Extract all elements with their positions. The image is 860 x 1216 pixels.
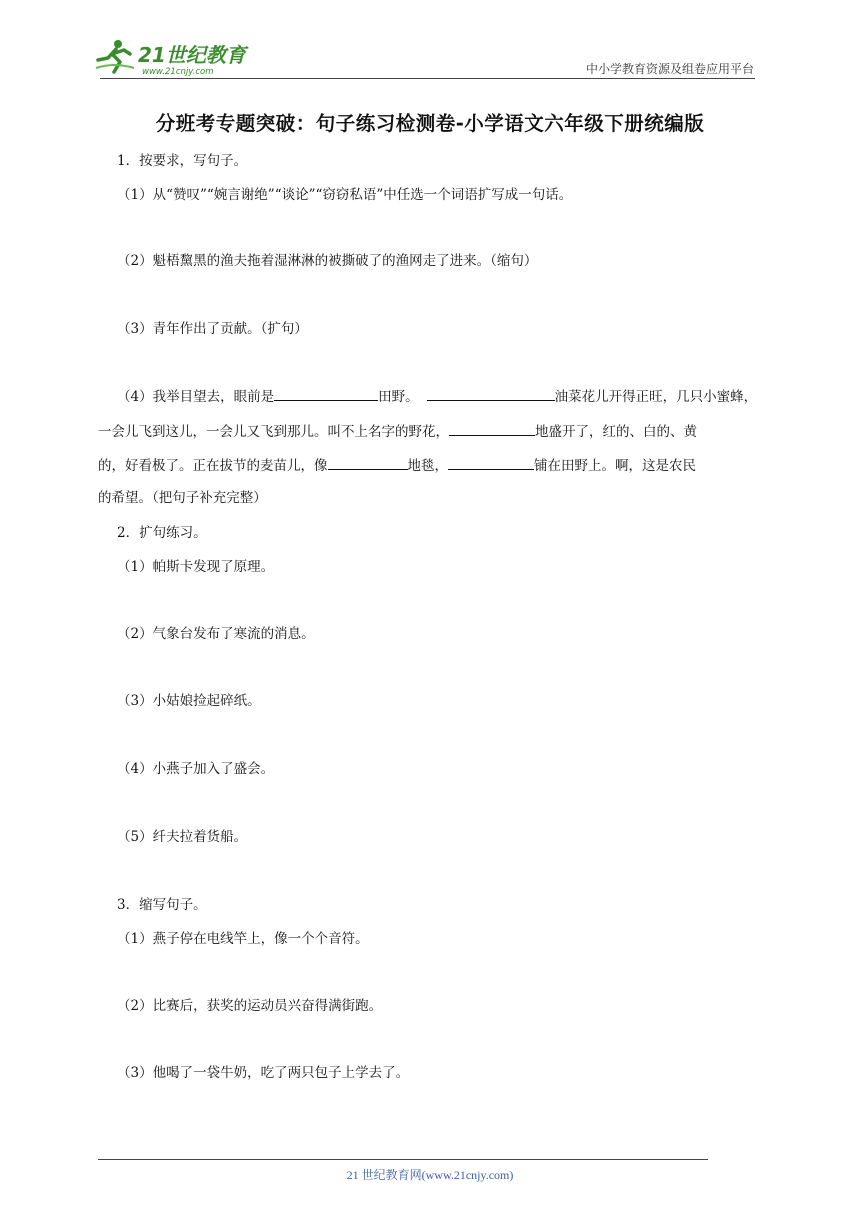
q1-sub4-text: （4）我举目望去，眼前是 xyxy=(117,389,275,405)
document-title: 分班考专题突破：句子练习检测卷-小学语文六年级下册统编版 xyxy=(155,112,705,135)
q2-item: （3）小姑娘捡起碎纸。 xyxy=(117,693,261,709)
q1-sub4-text: 油菜花儿开得正旺，几只小蜜蜂， xyxy=(554,389,758,405)
footer-divider xyxy=(98,1159,708,1160)
q1-sub4-text: 的，好看极了。正在拔节的麦苗儿，像 xyxy=(98,458,328,474)
footer-link[interactable]: 21 世纪教育网(www.21cnjy.com) xyxy=(346,1168,514,1182)
q1-sub4-line1 xyxy=(117,387,757,406)
header-divider xyxy=(100,78,755,79)
q2-heading: 2．扩句练习。 xyxy=(117,525,207,541)
q1-sub4-text: 田野。 xyxy=(378,389,419,405)
fill-blank[interactable] xyxy=(328,456,408,470)
q1-heading: 1．按要求，写句子。 xyxy=(117,153,248,169)
q2-item: （4）小燕子加入了盛会。 xyxy=(117,761,275,777)
fill-blank[interactable] xyxy=(274,387,378,401)
q1-sub4-text: 一会儿飞到这儿，一会儿又飞到那儿。叫不上名字的野花， xyxy=(98,424,449,440)
q3-item: （3）他喝了一袋牛奶，吃了两只包子上学去了。 xyxy=(117,1065,410,1081)
header-tagline: 中小学教育资源及组卷应用平台 xyxy=(585,62,754,76)
fill-blank[interactable] xyxy=(448,456,534,470)
fill-blank[interactable] xyxy=(449,422,535,436)
fill-blank[interactable] xyxy=(427,387,555,401)
q1-sub4-line4: 的希望。（把句子补充完整） xyxy=(98,490,267,506)
q1-sub1: （1）从“赞叹”“婉言谢绝”“谈论”“窃窃私语”中任选一个词语扩写成一句话。 xyxy=(117,187,573,203)
q1-sub3: （3）青年作出了贡献。（扩句） xyxy=(117,321,308,337)
q1-sub4-line2 xyxy=(98,422,697,441)
q1-sub4-text: 铺在田野上。啊，这是农民 xyxy=(534,458,696,474)
q1-sub4-line3 xyxy=(98,456,696,475)
q2-item: （2）气象台发布了寒流的消息。 xyxy=(117,626,315,642)
q1-sub2: （2）魁梧黧黑的渔夫拖着湿淋淋的被撕破了的渔网走了进来。（缩句） xyxy=(117,253,538,269)
logo-text: 21世纪教育 xyxy=(138,43,246,67)
q3-heading: 3．缩写句子。 xyxy=(117,897,207,913)
q1-sub4-text: 地毯， xyxy=(407,458,448,474)
q2-item: （1）帕斯卡发现了原理。 xyxy=(117,559,275,575)
q3-item: （2）比赛后，获奖的运动员兴奋得满街跑。 xyxy=(117,998,383,1014)
q3-item: （1）燕子停在电线竿上，像一个个音符。 xyxy=(117,931,369,947)
q2-item: （5）纤夫拉着货船。 xyxy=(117,829,248,845)
site-logo xyxy=(94,38,264,78)
logo-url-text: www.21cnjy.com xyxy=(142,67,214,77)
q1-sub4-text: 地盛开了，红的、白的、黄 xyxy=(535,424,697,440)
